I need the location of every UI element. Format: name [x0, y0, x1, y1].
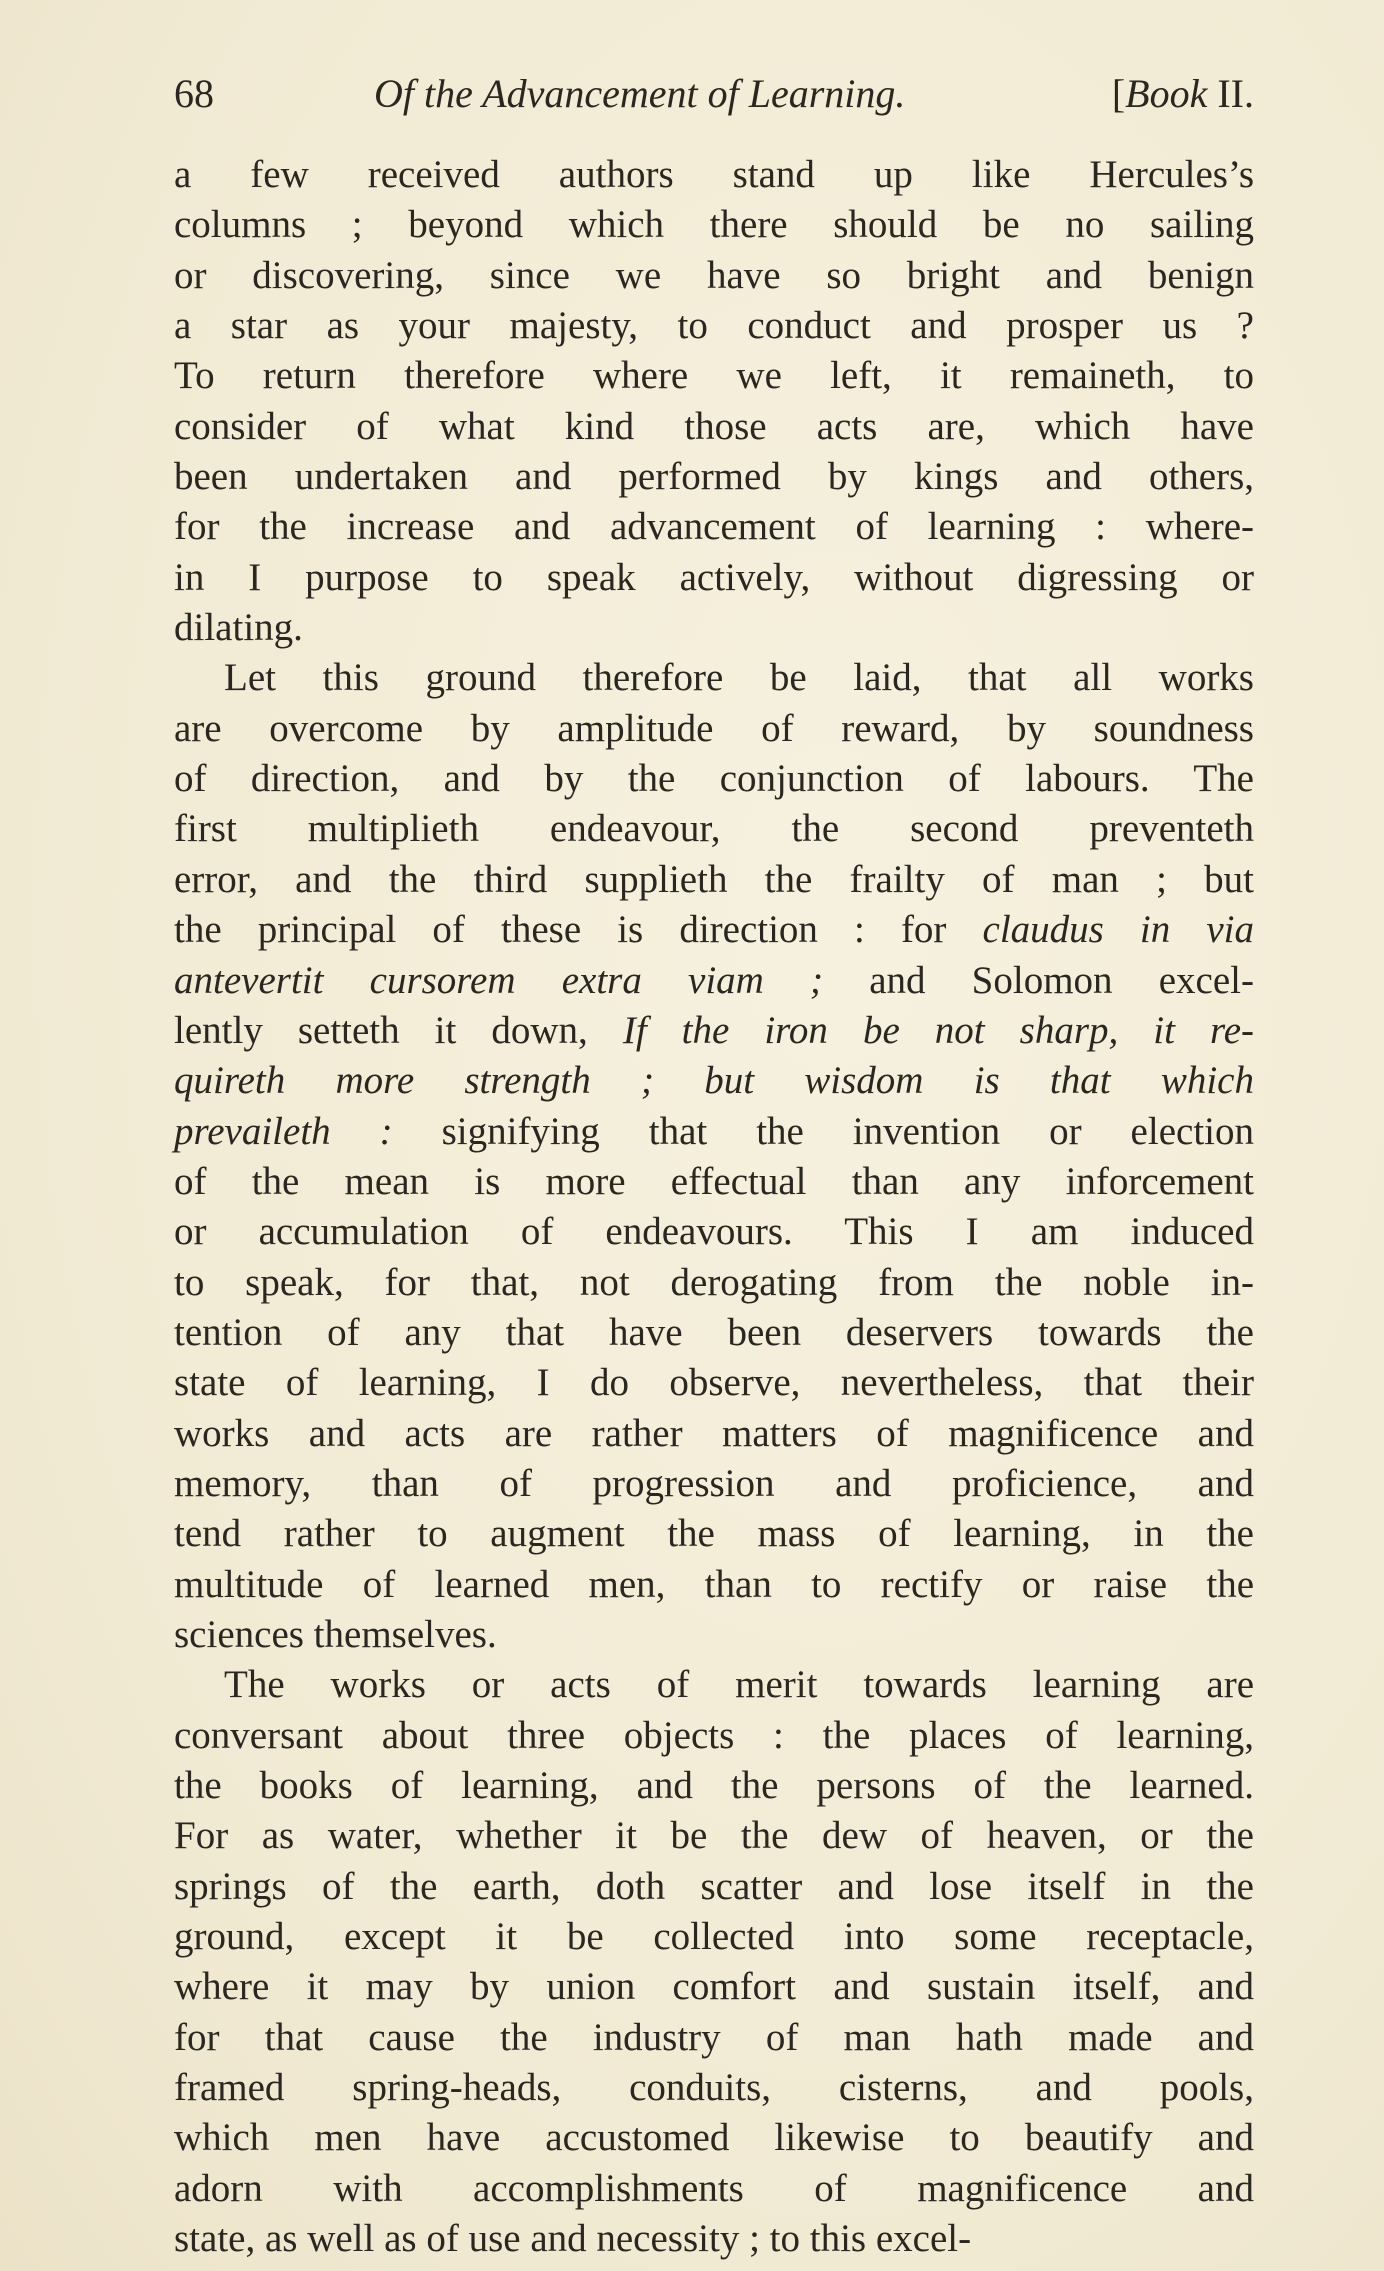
text-line — [174, 502, 1254, 552]
text-line — [174, 1258, 1254, 1308]
text-segment: sciences themselves. — [174, 1612, 497, 1656]
text-line — [174, 1409, 1254, 1459]
running-title: Of the Advancement of Learning. — [374, 71, 906, 116]
text-segment: error, and the third supplieth the frailty of man ; but — [174, 857, 1254, 901]
page-number: 68 — [174, 71, 214, 116]
italic-text: prevaileth : — [174, 1109, 393, 1153]
text-segment: columns ; beyond which there should be no sailing — [174, 203, 1254, 247]
text-line — [174, 603, 1254, 653]
text-line — [174, 855, 1254, 905]
text-line — [174, 956, 1254, 1006]
page-body-text — [174, 150, 1254, 2264]
text-line — [174, 2214, 1254, 2264]
text-line — [174, 1358, 1254, 1408]
text-line — [174, 200, 1254, 250]
text-line — [174, 1006, 1254, 1056]
text-line — [174, 2164, 1254, 2214]
text-segment: To return therefore where we left, it remaineth, to — [174, 354, 1254, 398]
italic-text: antevertit cursorem extra viam ; — [174, 958, 823, 1002]
text-segment: For as water, whether it be the dew of heaven, or the — [174, 1814, 1254, 1858]
text-line — [174, 1862, 1254, 1912]
italic-text: quireth more strength ; but wisdom is that which — [174, 1059, 1254, 1103]
text-segment: tend rather to augment the mass of learning, in the — [174, 1512, 1254, 1556]
text-segment: are overcome by amplitude of reward, by soundness — [174, 706, 1254, 750]
text-line — [174, 1459, 1254, 1509]
text-segment: lently setteth it down, — [174, 1008, 623, 1052]
book-label — [1112, 70, 1254, 117]
text-line — [174, 251, 1254, 301]
text-line — [174, 1761, 1254, 1811]
text-line — [174, 1560, 1254, 1610]
italic-text: claudus in via — [982, 908, 1254, 952]
bracket: [ — [1111, 71, 1126, 116]
text-segment: or accumulation of endeavours. This I am induced — [174, 1210, 1254, 1254]
text-segment: first multiplieth endeavour, the second preventeth — [174, 807, 1254, 851]
text-line — [174, 653, 1254, 703]
text-line — [174, 452, 1254, 502]
text-line — [174, 1107, 1254, 1157]
text-segment: which men have accustomed likewise to beautify and — [174, 2116, 1254, 2160]
text-line — [174, 1610, 1254, 1660]
text-line — [174, 1962, 1254, 2012]
text-line — [174, 704, 1254, 754]
text-segment: framed spring-heads, conduits, cisterns, and pools, — [174, 2066, 1254, 2110]
text-line — [174, 804, 1254, 854]
text-segment: for the increase and advancement of learning : where- — [174, 505, 1254, 549]
book-number: II. — [1217, 71, 1254, 116]
text-line — [174, 1157, 1254, 1207]
text-line — [174, 1711, 1254, 1761]
text-segment: the books of learning, and the persons of the learned. — [174, 1764, 1254, 1807]
text-segment: ground, except it be collected into some receptacle, — [174, 1915, 1254, 1959]
text-line — [174, 351, 1254, 401]
text-line — [174, 1308, 1254, 1358]
text-segment: tention of any that have been deservers towards the — [174, 1310, 1254, 1354]
text-line — [174, 1811, 1254, 1861]
text-segment: the principal of these is direction : for — [174, 908, 983, 952]
text-segment: consider of what kind those acts are, which have — [174, 404, 1254, 448]
text-line — [174, 2063, 1254, 2113]
text-segment: signifying that the invention or election — [392, 1109, 1254, 1153]
text-segment: of direction, and by the conjunction of labours. The — [174, 757, 1254, 801]
text-segment: springs of the earth, doth scatter and lose itself in the — [174, 1864, 1254, 1908]
text-segment: a few received authors stand up like Hercules’s — [174, 153, 1254, 196]
text-line — [174, 2113, 1254, 2163]
text-segment: or discovering, since we have so bright and benign — [174, 253, 1254, 297]
text-line — [174, 301, 1254, 351]
text-segment: conversant about three objects : the places of learning, — [174, 1713, 1254, 1757]
text-segment: of the mean is more effectual than any inforcement — [174, 1159, 1254, 1203]
text-segment: and Solomon excel- — [823, 958, 1254, 1002]
text-segment: state of learning, I do observe, nevertheless, that their — [174, 1361, 1254, 1405]
text-line — [174, 1207, 1254, 1257]
text-segment: to speak, for that, not derogating from the noble in- — [174, 1260, 1254, 1304]
book-word: Book — [1125, 71, 1208, 116]
text-line — [174, 1660, 1254, 1710]
text-line — [174, 150, 1254, 200]
text-segment: Let this ground therefore be laid, that all works — [224, 656, 1254, 700]
text-segment: been undertaken and performed by kings and others, — [174, 455, 1254, 499]
text-segment: The works or acts of merit towards learning are — [224, 1663, 1254, 1707]
text-segment: adorn with accomplishments of magnificence and — [174, 2166, 1254, 2210]
text-segment: state, as well as of use and necessity ; to this excel- — [174, 2217, 972, 2261]
text-segment: in I purpose to speak actively, without digressing or — [174, 555, 1254, 599]
text-segment: dilating. — [174, 606, 303, 650]
text-line — [174, 402, 1254, 452]
text-segment: multitude of learned men, than to rectify or raise the — [174, 1562, 1254, 1606]
text-line — [174, 2013, 1254, 2063]
text-segment: works and acts are rather matters of magnificence and — [174, 1411, 1254, 1455]
text-line — [174, 1509, 1254, 1559]
running-header — [174, 70, 1254, 120]
text-line — [174, 1056, 1254, 1106]
text-line — [174, 553, 1254, 603]
text-segment: for that cause the industry of man hath made and — [174, 2015, 1254, 2059]
italic-text: If the iron be not sharp, it re- — [622, 1008, 1254, 1052]
text-segment: memory, than of progression and proficience, and — [174, 1461, 1254, 1505]
text-segment: where it may by union comfort and sustain itself, and — [174, 1965, 1254, 2009]
text-line — [174, 1912, 1254, 1962]
text-line — [174, 754, 1254, 804]
text-segment: a star as your majesty, to conduct and prosper us ? — [174, 304, 1254, 348]
text-line — [174, 905, 1254, 955]
